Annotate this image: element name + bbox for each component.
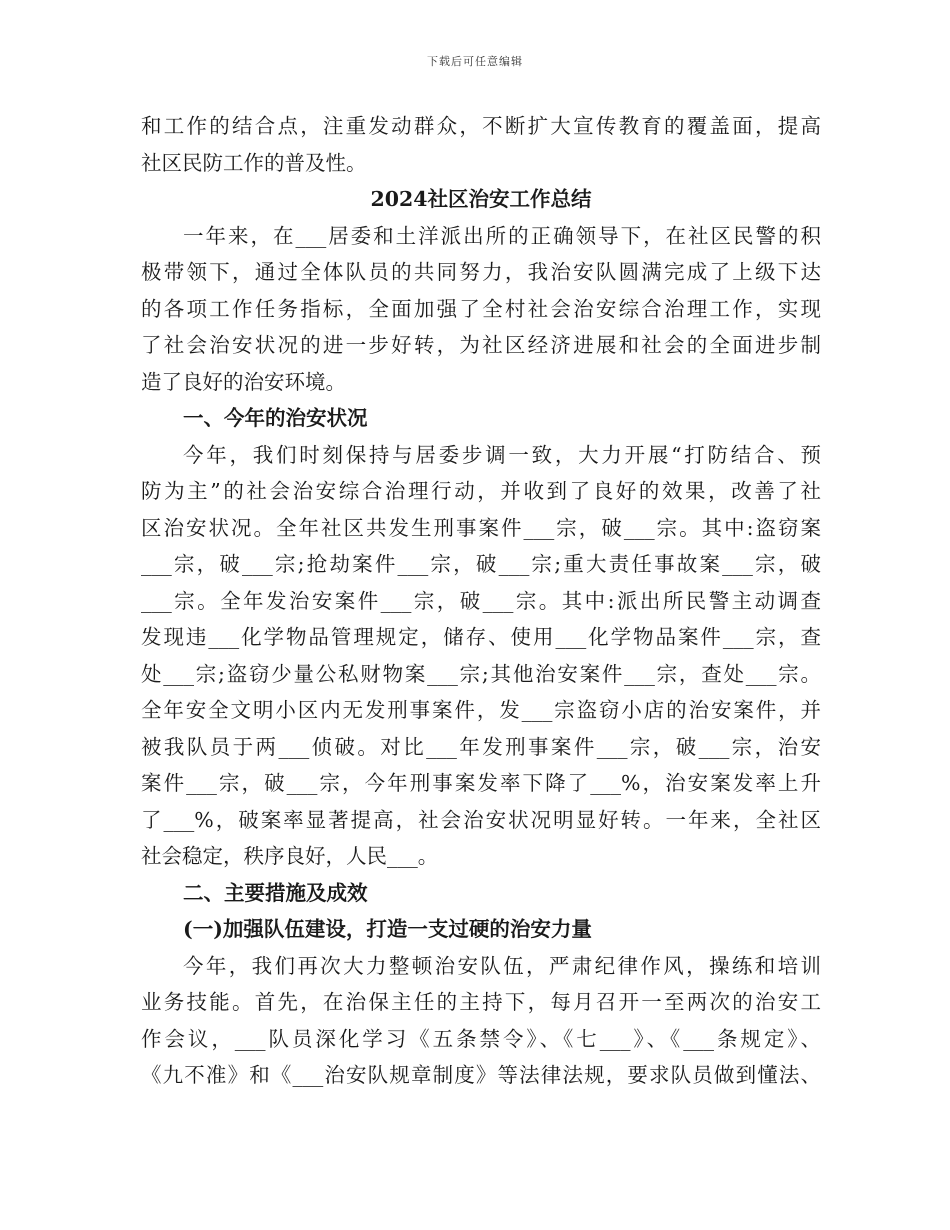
text-line: 了___%，破案率显著提高，社会治安状况明显好转。一年来，全社区 [141, 807, 821, 832]
text-line: 防为主”的社会治安综合治理行动，并收到了良好的效果，改善了社 [141, 479, 821, 503]
text-line: 案件___宗，破___宗，今年刑事案发率下降了___%，治安案发率上升 [141, 771, 821, 795]
text-line: 社会稳定，秩序良好，人民___。 [141, 844, 439, 868]
text-line: 今年，我们时刻保持与居委步调一致，大力开展“打防结合、预 [183, 442, 821, 467]
text-line: 了社会治安状况的进一步好转，为社区经济进展和社会的全面进步制 [141, 333, 821, 357]
text-line: 被我队员于两___侦破。对比___年发刑事案件___宗，破___宗，治安 [141, 734, 821, 759]
text-line: 一年来，在___居委和土洋派出所的正确领导下，在社区民警的积 [183, 223, 821, 248]
document-title: 2024社区治安工作总结 [370, 187, 592, 211]
subsection-heading: (一)加强队伍建设，打造一支过硬的治安力量 [183, 917, 592, 941]
text-line: 《九不准》和《___治安队规章制度》等法律法规，要求队员做到懂法、 [141, 1063, 821, 1087]
text-line: 造了良好的治安环境。 [141, 369, 346, 394]
text-line: 处___宗;盗窃少量公私财物案___宗;其他治安案件___宗，查处___宗。 [141, 661, 821, 686]
section-heading: 一、今年的治安状况 [183, 406, 368, 430]
text-line: 社区民防工作的普及性。 [141, 150, 367, 175]
text-line: 今年，我们再次大力整顿治安队伍，严肃纪律作风，操练和培训 [183, 953, 821, 978]
text-line: 极带领下，通过全体队员的共同努力，我治安队圆满完成了上级下达 [141, 260, 821, 284]
document-body [141, 108, 821, 1094]
text-line: 业务技能。首先，在治保主任的主持下，每月召开一至两次的治安工 [141, 990, 821, 1014]
text-line: 作会议，___队员深化学习《五条禁令》、《七___》、《___条规定》、 [141, 1026, 821, 1051]
text-line: 和工作的结合点，注重发动群众，不断扩大宣传教育的覆盖面，提高 [141, 114, 821, 138]
text-line: 发现违___化学物品管理规定，储存、使用___化学物品案件___宗，查 [141, 625, 821, 649]
text-line: 全年安全文明小区内无发刑事案件，发___宗盗窃小店的治安案件，并 [141, 698, 821, 722]
text-line: 区治安状况。全年社区共发生刑事案件___宗，破___宗。其中:盗窃案 [141, 515, 821, 540]
page-header: 下载后可任意编辑 [427, 55, 523, 68]
text-line: ___宗，破___宗;抢劫案件___宗，破___宗;重大责任事故案___宗，破 [141, 552, 821, 576]
text-line: ___宗。全年发治安案件___宗，破___宗。其中:派出所民警主动调查 [141, 588, 821, 613]
text-line: 的各项工作任务指标，全面加强了全村社会治安综合治理工作，实现 [141, 296, 821, 321]
section-heading: 二、主要措施及成效 [183, 880, 368, 905]
